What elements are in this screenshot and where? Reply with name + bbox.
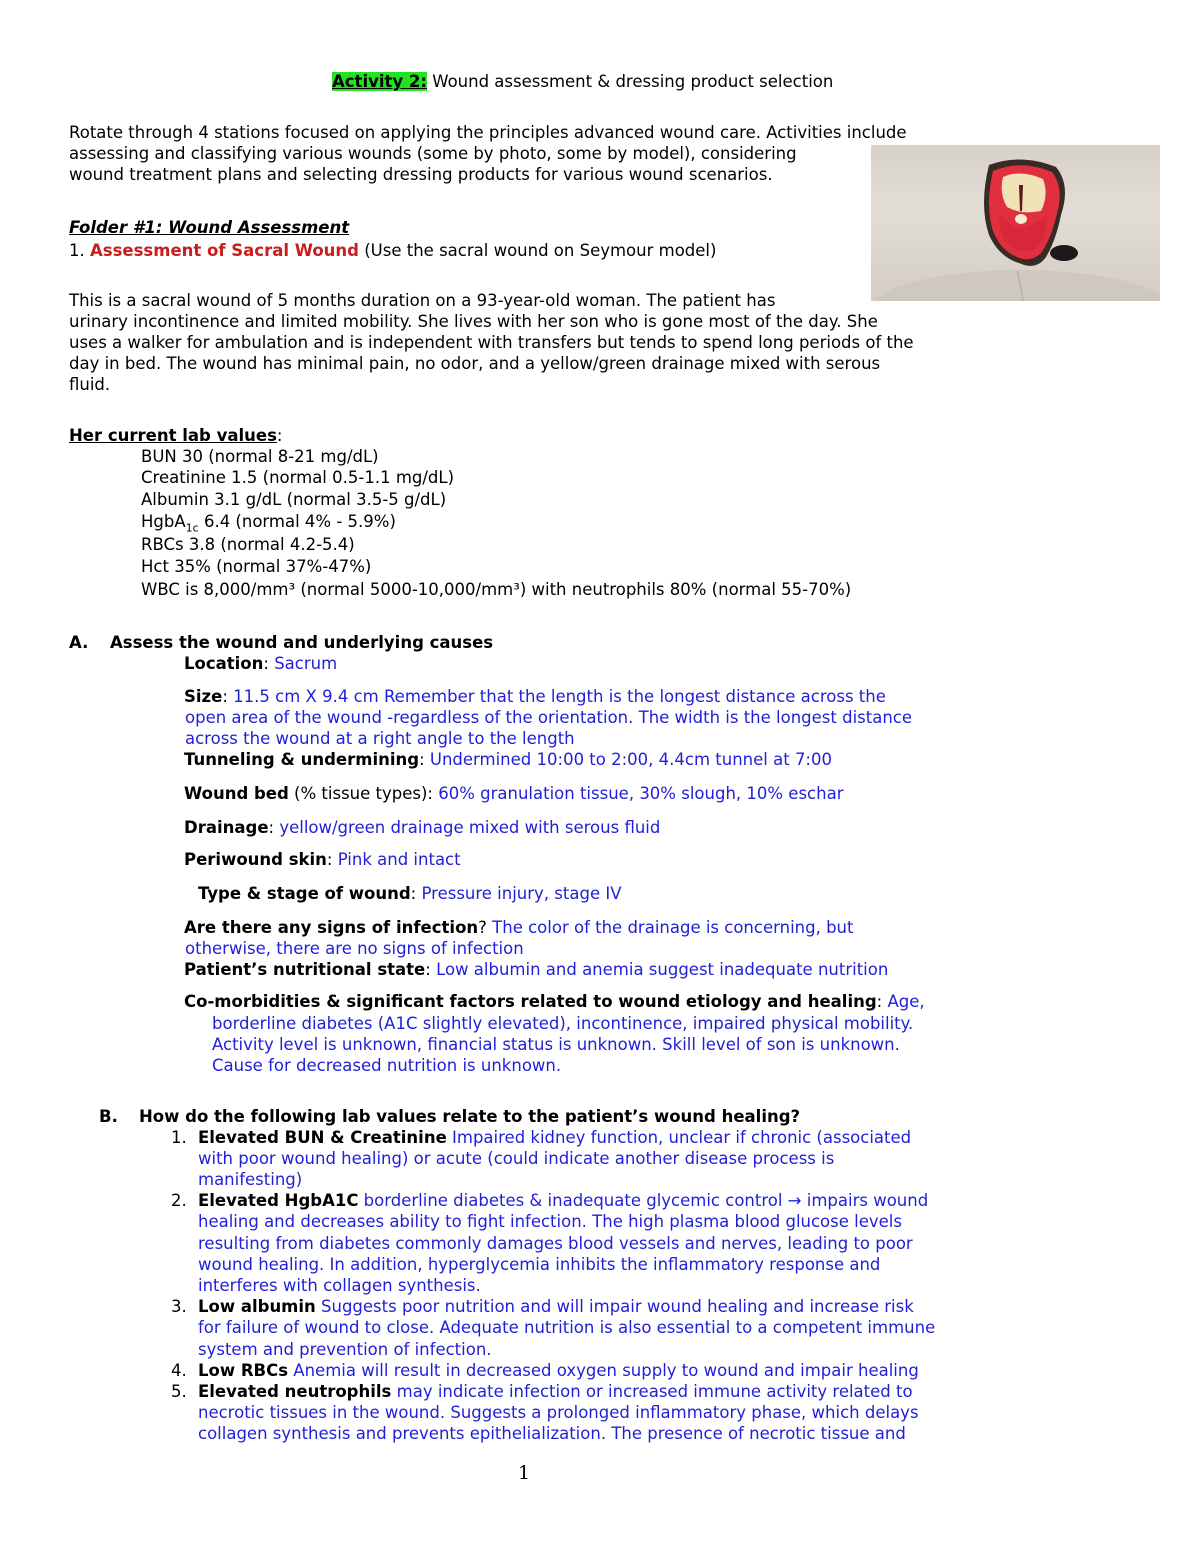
b-item-1 [198,1127,911,1148]
location-label: Location [184,654,264,673]
tunneling-value: Undermined 10:00 to 2:00, 4.4cm tunnel at 7:00 [429,750,832,769]
infection-value-1: The color of the drainage is concerning, but [492,918,854,937]
size-value-2: open area of the wound -regardless of the orientation. The width is the longest distance [185,708,913,727]
b-item-text: Suggests poor nutrition and will impair wound healing and increase risk [315,1297,914,1316]
size-value-3: across the wound at a right angle to the length [185,729,575,748]
section-b-heading: How do the following lab values relate to the patient’s wound healing? [139,1107,801,1126]
case-line-1: This is a sacral wound of 5 months duration on a 93-year-old woman. The patient has [69,291,776,310]
b-item-number: 1. [171,1128,187,1147]
case-line-3: uses a walker for ambulation and is independent with transfers but tends to spend long periods of the [69,333,914,352]
lab-creatinine: Creatinine 1.5 (normal 0.5-1.1 mg/dL) [141,468,455,487]
location-value: Sacrum [274,654,338,673]
activity-label: Activity 2: [332,72,427,91]
lab-hgb-sub: 1c [185,521,199,535]
tunneling-colon: : [419,750,430,769]
drainage-label: Drainage [184,818,269,837]
periwound-colon: : [326,850,338,869]
intro-line-3: wound treatment plans and selecting dressing products for various wound scenarios. [69,165,773,184]
lab-hct: Hct 35% (normal 37%-47%) [141,557,372,576]
case-line-5: fluid. [69,375,111,394]
item-rest: (Use the sacral wound on Seymour model) [359,241,717,260]
intro-line-2: assessing and classifying various wounds (some by photo, some by model), considering [69,144,797,163]
sacral-wound-photo [871,145,1160,301]
b-item-text: borderline diabetes & inadequate glycemic control → impairs wound [358,1191,929,1210]
labs-heading-colon: : [276,426,283,445]
section-a-heading: Assess the wound and underlying causes [110,633,494,652]
nutrition-value: Low albumin and anemia suggest inadequate nutrition [436,960,889,979]
b-item-text: for failure of wound to close. Adequate nutrition is also essential to a competent immune [198,1318,936,1337]
b-item-2 [198,1190,928,1211]
wound-type-value: Pressure injury, stage IV [421,884,622,903]
nutrition-colon: : [425,960,437,979]
lab-albumin: Albumin 3.1 g/dL (normal 3.5-5 g/dL) [141,490,447,509]
lab-hgb-rest: 6.4 (normal 4% - 5.9%) [198,512,396,531]
b-item-number: 2. [171,1191,187,1210]
wound-bed-paren: (% tissue types): [288,784,439,803]
nutrition-row [184,959,888,980]
b-item-text: system and prevention of infection. [198,1340,492,1359]
lab-rbc: RBCs 3.8 (normal 4.2-5.4) [141,535,355,554]
b-item-text: resulting from diabetes commonly damages blood vessels and nerves, leading to poor [198,1234,913,1253]
drainage-row [184,817,660,838]
section-a-letter: A. [69,633,89,652]
intro-line-1: Rotate through 4 stations focused on applying the principles advanced wound care. Activities include [69,123,907,142]
b-item-text: manifesting) [198,1170,303,1189]
item-number: 1. [69,241,85,260]
infection-row [184,917,853,938]
location-colon: : [263,654,275,673]
comorbidities-row [184,991,925,1012]
comorbidities-label: Co-morbidities & significant factors related to wound etiology and healing [184,992,877,1011]
b-item-label: Elevated neutrophils [198,1382,392,1401]
b-item-text: collagen synthesis and prevents epithelialization. The presence of necrotic tissue and [198,1424,906,1443]
drainage-value: yellow/green drainage mixed with serous fluid [279,818,661,837]
b-item-text: necrotic tissues in the wound. Suggests a prolonged inflammatory phase, which delays [198,1403,919,1422]
b-item-label: Elevated BUN & Creatinine [198,1128,447,1147]
case-line-4: day in bed. The wound has minimal pain, no odor, and a yellow/green drainage mixed with serous [69,354,881,373]
wound-type-label: Type & stage of wound [198,884,411,903]
b-item-label: Low RBCs [198,1361,289,1380]
section-b-letter: B. [99,1107,118,1126]
folder-heading: Folder #1: Wound Assessment [69,218,350,237]
b-item-label: Elevated HgbA1C [198,1191,359,1210]
b-item-text: interferes with collagen synthesis. [198,1276,481,1295]
infection-label: Are there any signs of infection [184,918,479,937]
periwound-label: Periwound skin [184,850,327,869]
b-item-text: wound healing. In addition, hyperglycemia inhibits the inflammatory response and [198,1255,881,1274]
comorbidities-colon: : [876,992,888,1011]
b-item-text: Anemia will result in decreased oxygen supply to wound and impair healing [288,1361,919,1380]
comorbidities-value-1: Age, [887,992,925,1011]
drainage-colon: : [268,818,280,837]
periwound-value: Pink and intact [337,850,461,869]
b-item-text: with poor wound healing) or acute (could indicate another disease process is [198,1149,835,1168]
wound-bed-label: Wound bed [184,784,289,803]
labs-heading-text: Her current lab values [69,426,277,445]
item-label: Assessment of Sacral Wound [90,241,359,260]
b-item-number: 5. [171,1382,187,1401]
b-item-number: 4. [171,1361,187,1380]
wound-illustration [871,145,1160,301]
page-title [332,71,833,92]
b-item-3 [198,1296,914,1317]
wound-type-row [198,883,622,904]
size-value-1: 11.5 cm X 9.4 cm Remember that the length is the longest distance across the [233,687,886,706]
b-item-label: Low albumin [198,1297,316,1316]
b-item-text: Impaired kidney function, unclear if chronic (associated [446,1128,912,1147]
wound-bed-row [184,783,843,804]
comorbidities-value-2: borderline diabetes (A1C slightly elevated), incontinence, impaired physical mobility. [212,1014,914,1033]
case-line-2: urinary incontinence and limited mobility. She lives with her son who is gone most of the day. She [69,312,878,331]
wound-type-colon: : [410,884,422,903]
periwound-row [184,849,461,870]
nutrition-label: Patient’s nutritional state [184,960,426,979]
b-item-text: healing and decreases ability to fight infection. The high plasma blood glucose levels [198,1212,902,1231]
b-item-5 [198,1381,913,1402]
tunneling-row [184,749,832,770]
size-label: Size [184,687,223,706]
b-item-number: 3. [171,1297,187,1316]
location-row [184,653,337,674]
assessment-item-1 [69,240,716,261]
b-item-4 [198,1360,919,1381]
tunneling-label: Tunneling & undermining [184,750,420,769]
lab-hgb-prefix: HgbA [141,512,186,531]
labs-heading [69,425,282,446]
wound-bed-value: 60% granulation tissue, 30% slough, 10% eschar [438,784,844,803]
infection-value-2: otherwise, there are no signs of infection [185,939,524,958]
comorbidities-value-3: Activity level is unknown, financial status is unknown. Skill level of son is unknown. [212,1035,900,1054]
page-number: 1 [518,1462,531,1484]
b-item-text: may indicate infection or increased immune activity related to [391,1382,913,1401]
lab-bun: BUN 30 (normal 8-21 mg/dL) [141,447,379,466]
infection-question-mark: ? [478,918,493,937]
lab-wbc: WBC is 8,000/mm³ (normal 5000-10,000/mm³) with neutrophils 80% (normal 55-70%) [141,580,852,599]
title-text: Wound assessment & dressing product selection [426,72,834,91]
size-colon: : [222,687,234,706]
size-row [184,686,886,707]
comorbidities-value-4: Cause for decreased nutrition is unknown. [212,1056,562,1075]
